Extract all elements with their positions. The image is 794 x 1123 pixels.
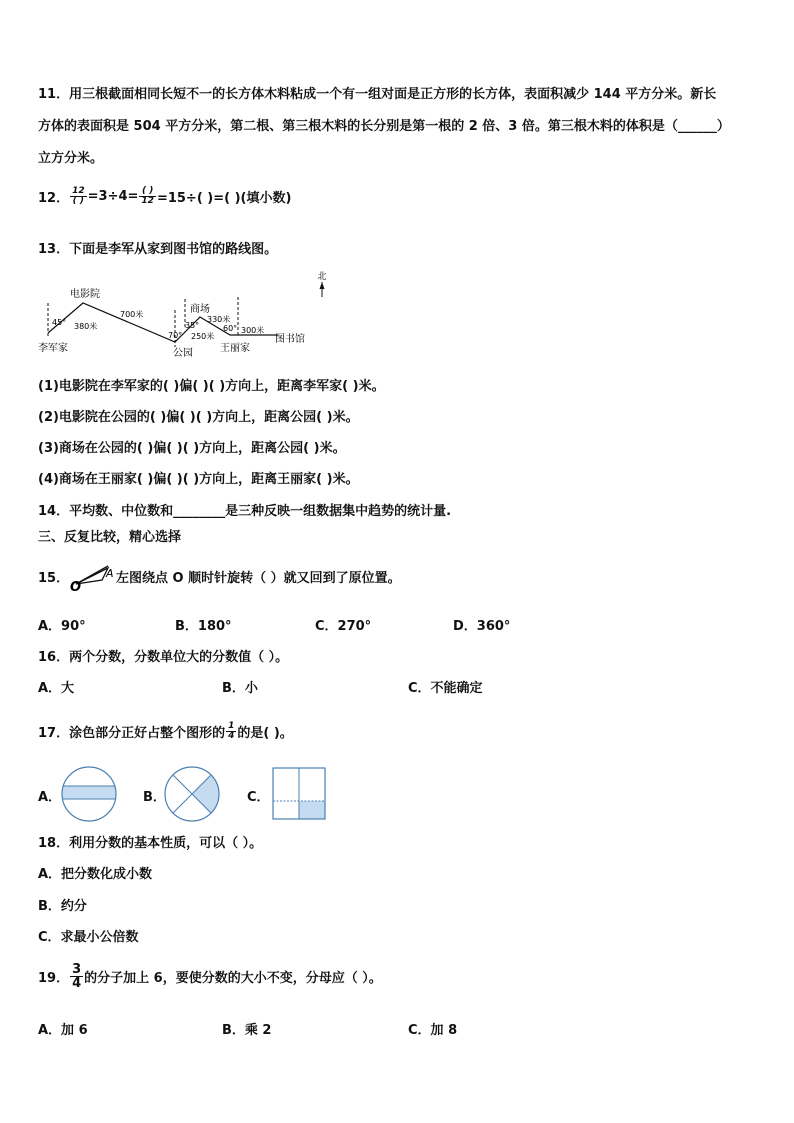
q12-frac1-denominator: ( ) bbox=[72, 196, 85, 206]
mall-label: 商场 bbox=[190, 304, 210, 315]
angle-35: 35° bbox=[185, 321, 200, 330]
q17-option-c[interactable]: C． bbox=[247, 790, 270, 805]
q18-option-b[interactable]: B．约分 bbox=[38, 899, 87, 914]
north-label: 北 bbox=[317, 272, 327, 282]
q19 bbox=[38, 963, 382, 990]
q12-mid: =3÷4= bbox=[87, 189, 139, 204]
q19-option-a[interactable]: A．加 6 bbox=[38, 1023, 88, 1038]
north-arrow-icon bbox=[320, 282, 325, 289]
distance-330: 330米 bbox=[207, 315, 231, 324]
q19-fraction bbox=[70, 963, 83, 990]
q12-frac2-numerator: ( ) bbox=[139, 187, 156, 197]
q11-line2: 方体的表面积是 504 平方分米，第二根、第三根木料的长分别是第一根的 2 倍、3 倍。第三根木料的体积是（______） bbox=[38, 119, 730, 134]
q15-text: 左图绕点 O 顺时针旋转（ ）就又回到了原位置。 bbox=[116, 571, 401, 586]
q16-text: 16．两个分数，分数单位大的分数值（ ）。 bbox=[38, 650, 289, 665]
rotation-figure bbox=[68, 558, 116, 592]
q17-frac-denominator: 4 bbox=[228, 731, 235, 741]
q19-frac-numerator: 3 bbox=[72, 962, 82, 977]
wangli-home-label: 王丽家 bbox=[220, 343, 250, 354]
distance-250: 250米 bbox=[191, 332, 215, 341]
q16-option-a[interactable]: A．大 bbox=[38, 681, 75, 696]
q11-line3: 立方分米。 bbox=[38, 151, 104, 166]
q12-prefix: 12． bbox=[38, 191, 70, 206]
library-label: 图书馆 bbox=[275, 334, 305, 345]
q15-option-a[interactable]: A．90° bbox=[38, 619, 86, 634]
lijun-home-label: 李军家 bbox=[38, 343, 68, 354]
q12-frac2-denominator: 12 bbox=[141, 196, 154, 206]
q12-frac1-numerator: 12 bbox=[72, 186, 85, 196]
angle-60: 60° bbox=[223, 324, 238, 333]
angle-70: 70° bbox=[168, 331, 183, 340]
q13-text: 13．下面是李军从家到图书馆的路线图。 bbox=[38, 242, 278, 257]
q12-fraction-2 bbox=[139, 187, 156, 206]
q15-option-d[interactable]: D．360° bbox=[453, 619, 511, 634]
q17 bbox=[38, 722, 293, 741]
q13-sub3: (3)商场在公园的( )偏( )( )方向上，距离公园( )米。 bbox=[38, 441, 346, 456]
q17-prefix: 17．涂色部分正好占整个图形的 bbox=[38, 726, 226, 741]
point-o-label: O bbox=[70, 580, 82, 592]
q18-text: 18．利用分数的基本性质，可以（ ）。 bbox=[38, 836, 263, 851]
q18-option-a[interactable]: A．把分数化成小数 bbox=[38, 867, 153, 882]
shaded-rect bbox=[299, 801, 325, 819]
q19-text: 的分子加上 6，要使分数的大小不变，分母应（ ）。 bbox=[84, 971, 382, 986]
q19-frac-denominator: 4 bbox=[72, 976, 82, 991]
distance-700: 700米 bbox=[120, 310, 144, 319]
q13-sub4: (4)商场在王丽家( )偏( )( )方向上，距离王丽家( )米。 bbox=[38, 472, 359, 487]
section-3-heading: 三、反复比较，精心选择 bbox=[38, 530, 182, 545]
cinema-label: 电影院 bbox=[70, 289, 100, 300]
circle-figure-b[interactable] bbox=[164, 766, 220, 822]
q15-option-c[interactable]: C．270° bbox=[315, 619, 372, 634]
distance-380: 380米 bbox=[74, 322, 98, 331]
q17-suffix: 的是( )。 bbox=[237, 726, 293, 741]
q17-option-b[interactable]: B． bbox=[143, 790, 166, 805]
q12 bbox=[38, 187, 291, 206]
q13-sub2: (2)电影院在公园的( )偏( )( )方向上，距离公园( )米。 bbox=[38, 410, 359, 425]
angle-45: 45° bbox=[52, 318, 67, 327]
q15-prefix: 15． bbox=[38, 571, 70, 586]
circle-figure-a[interactable] bbox=[61, 766, 117, 822]
distance-300: 300米 bbox=[241, 326, 265, 335]
route-map bbox=[30, 265, 340, 365]
q18-option-c[interactable]: C．求最小公倍数 bbox=[38, 930, 139, 945]
q19-option-b[interactable]: B．乘 2 bbox=[222, 1023, 272, 1038]
q19-option-c[interactable]: C．加 8 bbox=[408, 1023, 458, 1038]
q15-option-b[interactable]: B．180° bbox=[175, 619, 232, 634]
q17-option-a[interactable]: A． bbox=[38, 790, 62, 805]
shaded-band bbox=[61, 786, 117, 799]
q12-fraction-1 bbox=[70, 187, 87, 206]
q19-prefix: 19． bbox=[38, 971, 70, 986]
q17-frac-numerator: 1 bbox=[228, 721, 235, 731]
q16-option-c[interactable]: C．不能确定 bbox=[408, 681, 483, 696]
q11-line1: 11．用三根截面相同长短不一的长方体木料粘成一个有一组对面是正方形的长方体，表面积减少 144 平方分米。新长 bbox=[38, 87, 717, 102]
q13-sub1: (1)电影院在李军家的( )偏( )( )方向上，距离李军家( )米。 bbox=[38, 379, 385, 394]
park-label: 公园 bbox=[173, 348, 193, 359]
q16-option-b[interactable]: B．小 bbox=[222, 681, 258, 696]
q12-rest: =15÷( )=( )(填小数) bbox=[156, 191, 292, 206]
q14: 14．平均数、中位数和________是三种反映一组数据集中趋势的统计量. bbox=[38, 504, 452, 519]
q17-fraction bbox=[226, 722, 236, 741]
point-a-label: A bbox=[106, 567, 114, 580]
square-figure-c[interactable] bbox=[271, 766, 327, 822]
